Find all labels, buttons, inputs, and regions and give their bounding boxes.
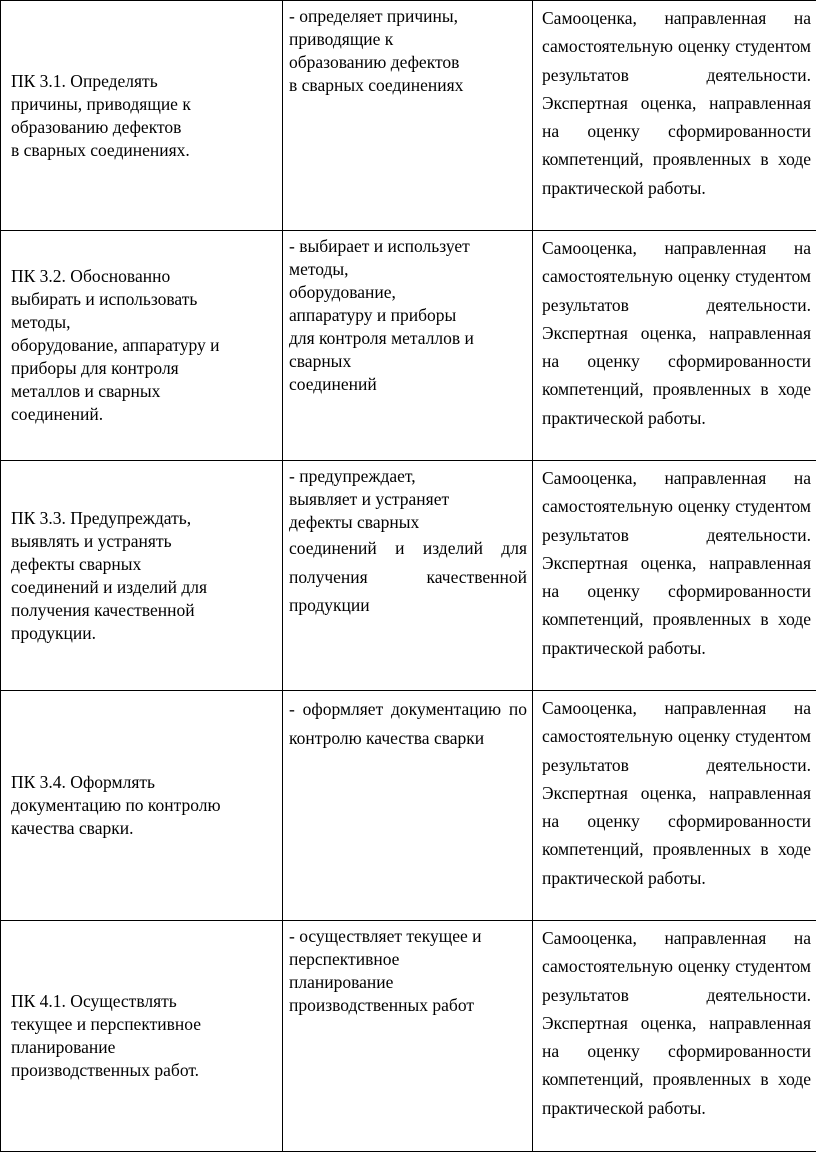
criterion-text: - осуществляет текущее и перспективное планирование производственных работ: [289, 926, 482, 1015]
criterion-text-continued: соединений и изделий для получения качественной продукции: [289, 538, 527, 615]
criterion-cell: [283, 921, 533, 1152]
method-cell: [533, 461, 816, 691]
assessment-method-text: Самооценка, направленная на самостоятельную оценку студентом результатов деятельности. Экспертная оценка, направленная на оценку сформированности компетенций, проявленных в ходе практической работы.: [542, 698, 811, 888]
method-cell: [533, 921, 816, 1152]
competence-cell: [1, 461, 283, 691]
criterion-cell: [283, 691, 533, 921]
criterion-cell: [283, 231, 533, 461]
criterion-text: - оформляет документацию по контролю качества сварки: [289, 699, 527, 748]
competence-text: ПК 3.4. Оформлять документацию по контролю качества сварки.: [11, 772, 221, 838]
criterion-text: - определяет причины, приводящие к образованию дефектов в сварных соединениях: [289, 6, 464, 95]
competence-text: ПК 3.3. Предупреждать, выявлять и устранять дефекты сварных соединений и изделий для получения качественной продукции.: [11, 507, 208, 643]
table-row: [1, 231, 816, 461]
competence-cell: [1, 231, 283, 461]
criterion-text: - предупреждает, выявляет и устраняет дефекты сварных: [289, 466, 450, 532]
assessment-method-text: Самооценка, направленная на самостоятельную оценку студентом результатов деятельности. Экспертная оценка, направленная на оценку сформированности компетенций, проявленных в ходе практической работы.: [542, 8, 811, 198]
criterion-text: - выбирает и использует методы, оборудование, аппаратуру и приборы для контроля металлов и сварных соединений: [289, 236, 474, 394]
assessment-method-text: Самооценка, направленная на самостоятельную оценку студентом результатов деятельности. Экспертная оценка, направленная на оценку сформированности компетенций, проявленных в ходе практической работы.: [542, 468, 811, 658]
table-row: [1, 691, 816, 921]
criterion-cell: [283, 1, 533, 231]
table-row: [1, 461, 816, 691]
competence-cell: [1, 921, 283, 1152]
table-row: [1, 1, 816, 231]
competence-text: ПК 4.1. Осуществлять текущее и перспективное планирование производственных работ.: [11, 991, 201, 1080]
method-cell: [533, 691, 816, 921]
assessment-method-text: Самооценка, направленная на самостоятельную оценку студентом результатов деятельности. Экспертная оценка, направленная на оценку сформированности компетенций, проявленных в ходе практической работы.: [542, 928, 811, 1118]
method-cell: [533, 1, 816, 231]
assessment-method-text: Самооценка, направленная на самостоятельную оценку студентом результатов деятельности. Экспертная оценка, направленная на оценку сформированности компетенций, проявленных в ходе практической работы.: [542, 238, 811, 428]
competence-text: ПК 3.1. Определять причины, приводящие к образованию дефектов в сварных соединениях.: [11, 70, 191, 160]
table-row: [1, 921, 816, 1152]
competence-cell: [1, 691, 283, 921]
method-cell: [533, 231, 816, 461]
criterion-cell: [283, 461, 533, 691]
competence-text: ПК 3.2. Обоснованно выбирать и использовать методы, оборудование, аппаратуру и приборы для контроля металлов и сварных соединений.: [11, 266, 220, 424]
competence-cell: [1, 1, 283, 231]
